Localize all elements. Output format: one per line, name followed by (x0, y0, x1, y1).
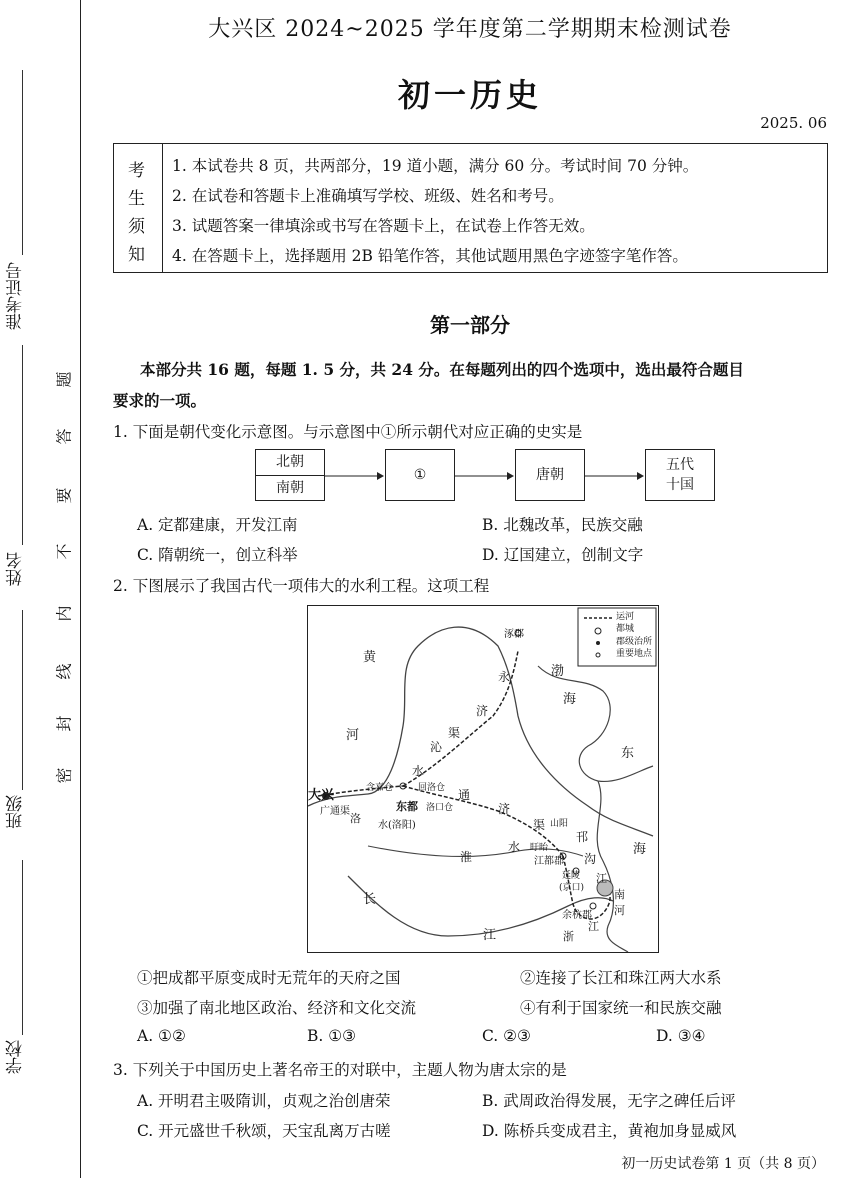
school-blank (22, 860, 23, 1035)
notice-item: 1. 本试卷共 8 页，共两部分，19 道小题，满分 60 分。考试时间 70 分钟。 (172, 157, 699, 175)
map-label: 延陵 (562, 871, 581, 881)
school-label: 学校 (6, 1040, 26, 1074)
map-label: 沟 (584, 852, 597, 866)
notice-heading (114, 144, 163, 272)
map-label: 渤 (551, 664, 565, 679)
name-blank (22, 345, 23, 545)
q1-option-a[interactable]: A. 定都建康，开发江南 (137, 516, 298, 534)
flow-box-tang: 唐朝 (515, 449, 585, 501)
map-label: (京口) (559, 883, 585, 893)
exam-id-blank (22, 70, 23, 255)
flow-box-unknown: ① (385, 449, 455, 501)
map-label: 河 (614, 904, 625, 917)
map-label: 盱眙 (530, 843, 549, 853)
notice-heading-char: 生 (128, 189, 145, 209)
map-label: 洛 (350, 812, 361, 825)
legend-capital: 都城 (616, 624, 635, 634)
q2-statement-1: ①把成都平原变成时无荒年的天府之国 (137, 969, 401, 987)
map-label: 浙 (563, 930, 574, 943)
map-label: 余杭郡 (562, 910, 592, 921)
notice-heading-char: 考 (128, 161, 145, 181)
q2-statement-4: ④有利于国家统一和民族交融 (520, 999, 722, 1017)
seal-char: 内 (54, 605, 74, 622)
map-label: 邗 (576, 830, 589, 844)
map-label: 渠 (533, 818, 546, 832)
map-label-daxing: 大兴 (308, 788, 335, 803)
seal-char: 线 (54, 663, 74, 680)
map-label: 水 (508, 840, 521, 854)
exam-id-label: 准考证号 (6, 262, 26, 330)
question-3-stem: 3. 下列关于中国历史上著名帝王的对联中，主题人物为唐太宗的是 (113, 1061, 567, 1079)
map-label: 山阳 (550, 819, 569, 829)
map-label: 洛口仓 (426, 803, 454, 813)
flow-box-line: 五代 (666, 457, 694, 473)
map-label: 淮 (460, 850, 473, 864)
notice-item: 4. 在答题卡上，选择题用 2B 铅笔作答，其他试题用黑色字迹签字笔作答。 (172, 247, 688, 265)
map-label: 江 (588, 920, 599, 933)
notice-heading-char: 须 (128, 217, 145, 237)
exam-title: 大兴区 2024~2025 学年度第二学期期末检测试卷 (208, 17, 732, 42)
map-label: 东 (621, 746, 635, 761)
dynasty-flow-diagram (255, 449, 725, 504)
q2-option-c[interactable]: C. ②③ (482, 1027, 531, 1045)
seal-char: 答 (54, 428, 74, 445)
q2-statement-2: ②连接了长江和珠江两大水系 (520, 969, 722, 987)
question-2-stem: 2. 下图展示了我国古代一项伟大的水利工程。这项工程 (113, 577, 490, 595)
flow-box-south: 南朝 (255, 475, 325, 501)
seal-char: 要 (54, 487, 74, 504)
q2-option-d[interactable]: D. ③④ (656, 1027, 706, 1045)
flow-box-north: 北朝 (255, 449, 325, 475)
map-label: 长 (363, 892, 377, 907)
map-label: 黄 (363, 650, 377, 665)
notice-item: 2. 在试卷和答题卡上准确填写学校、班级、姓名和考号。 (172, 187, 564, 205)
name-label: 姓名 (6, 552, 26, 586)
map-label: 水(洛阳) (378, 820, 416, 831)
q1-option-c[interactable]: C. 隋朝统一，创立科举 (137, 546, 298, 564)
seal-char: 密 (54, 767, 74, 784)
q2-option-a[interactable]: A. ①② (137, 1027, 186, 1045)
binding-line (80, 0, 81, 1178)
map-label: 含嘉仓 (366, 783, 394, 793)
map-label: 南 (614, 888, 625, 901)
q2-option-b[interactable]: B. ①③ (307, 1027, 357, 1045)
map-label: 济 (476, 704, 489, 718)
map-label: 江都郡 (534, 856, 564, 867)
q1-option-b[interactable]: B. 北魏改革，民族交融 (482, 516, 643, 534)
map-label: 广通渠 (320, 806, 350, 817)
q3-option-c[interactable]: C. 开元盛世千秋颂，天宝乱离万古嗟 (137, 1122, 391, 1140)
map-label: 水 (412, 764, 425, 778)
legend-commandery: 郡级治所 (616, 637, 653, 647)
exam-date: 2025. 06 (760, 114, 827, 132)
map-label: 海 (563, 692, 577, 707)
grand-canal-map (307, 605, 659, 953)
map-label: 海 (633, 842, 647, 857)
section-instruction: 要求的一项。 (113, 391, 207, 410)
seal-char: 题 (54, 371, 74, 388)
flow-box-five-dynasties (645, 449, 715, 501)
class-blank (22, 610, 23, 790)
q3-option-b[interactable]: B. 武周政治得发展，无字之碑任后评 (482, 1092, 736, 1110)
q1-option-d[interactable]: D. 辽国建立，创制文字 (482, 546, 644, 564)
map-label: 回洛仓 (418, 783, 446, 793)
flow-arrow (585, 469, 645, 483)
question-1-stem: 1. 下面是朝代变化示意图。与示意图中①所示朝代对应正确的史实是 (113, 423, 583, 441)
subject-title: 初一历史 (397, 76, 542, 114)
legend-place: 重要地点 (616, 649, 653, 659)
section-title: 第一部分 (430, 313, 510, 337)
map-label: 涿郡 (504, 629, 524, 640)
section-instruction: 本部分共 16 题，每题 1. 5 分，共 24 分。在每题列出的四个选项中，选出最符合题目 (140, 360, 744, 379)
map-label: 渠 (448, 726, 461, 740)
map-label: 永 (498, 670, 511, 684)
legend-canal: 运河 (616, 612, 635, 622)
q3-option-d[interactable]: D. 陈桥兵变成君主，黄袍加身显威风 (482, 1122, 737, 1140)
seal-char: 封 (54, 715, 74, 732)
class-label: 班级 (6, 795, 26, 829)
notice-item: 3. 试题答案一律填涂或书写在答题卡上，在试卷上作答无效。 (172, 217, 595, 235)
map-label: 江 (596, 872, 607, 885)
notice-heading-char: 知 (128, 245, 145, 265)
flow-arrow (325, 469, 385, 483)
seal-char: 不 (54, 543, 74, 560)
map-label: 河 (346, 728, 360, 743)
map-label: 济 (498, 802, 511, 816)
map-label-dongdu: 东都 (396, 800, 418, 813)
map-label: 通 (458, 788, 471, 802)
flow-box-line: 十国 (666, 477, 694, 493)
q2-statement-3: ③加强了南北地区政治、经济和文化交流 (137, 999, 417, 1017)
flow-arrow (455, 469, 515, 483)
q3-option-a[interactable]: A. 开明君主吸隋训，贞观之治创唐荣 (137, 1092, 391, 1110)
notice-box (113, 143, 828, 273)
page-footer: 初一历史试卷第 1 页（共 8 页） (621, 1156, 825, 1172)
map-label: 沁 (430, 740, 443, 754)
map-drawing (308, 606, 658, 952)
map-label: 江 (483, 928, 497, 943)
